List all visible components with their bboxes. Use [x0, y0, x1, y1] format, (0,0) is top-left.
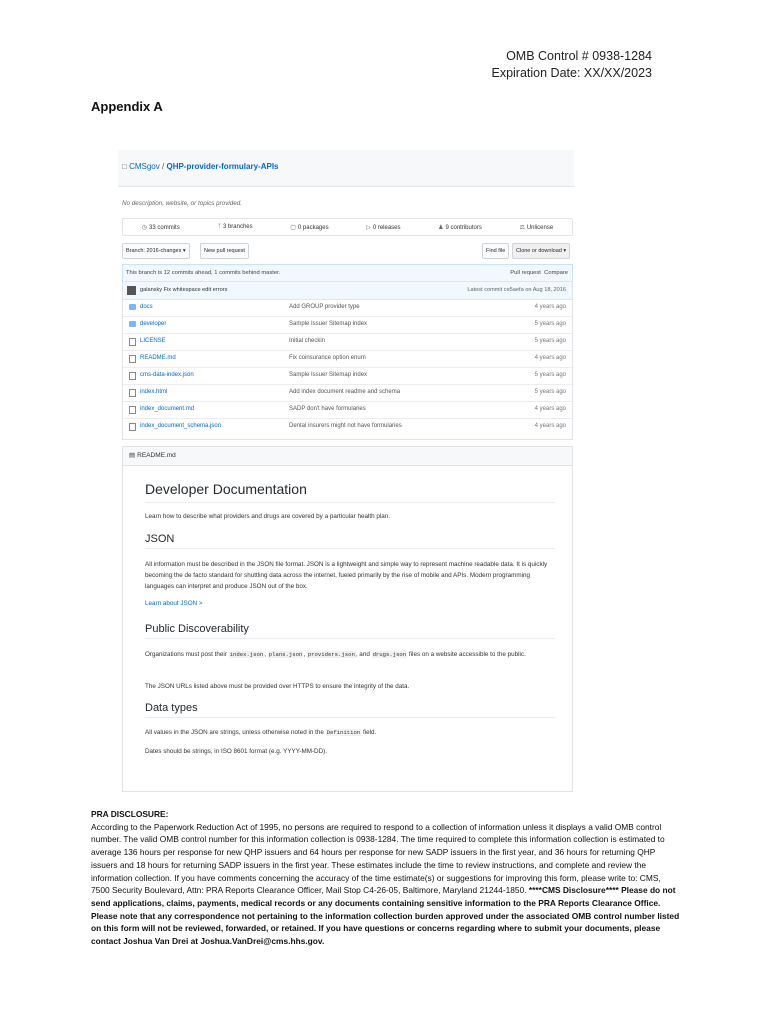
file-icon	[129, 338, 136, 346]
branches-stat[interactable]: ᛉ 3 branches	[217, 224, 253, 230]
packages-stat[interactable]: ▢ 0 packages	[290, 224, 329, 231]
discoverability-paragraph: Organizations must post their index.json, plans.json, providers.json, and drugs.json files on a website accessible to the public.	[145, 651, 526, 658]
file-row[interactable]: index_document.md SADP don't have formularies 4 years ago	[123, 401, 572, 419]
latest-commit-bar	[123, 282, 572, 300]
file-list	[122, 281, 573, 440]
latest-commit-message[interactable]: galansky Fix whitespace edit errors	[140, 287, 228, 293]
data-types-heading: Data types	[145, 702, 555, 718]
appendix-title: Appendix A	[91, 99, 163, 114]
tag-icon: ▷	[366, 224, 371, 231]
data-types-paragraph: All values in the JSON are strings, unless otherwise noted in the Definition field.	[145, 729, 377, 736]
commits-stat[interactable]: ◷ 33 commits	[141, 224, 180, 231]
pra-body: According to the Paperwork Reduction Act of 1995, no persons are required to respond to a collection of information unless it displays a valid OMB control number. The valid OMB control number for this information collection is 0938-1284. The time required to complete this information collection is estimated to average 136 hours per response for new QHP issuers and 64 hours per response for new SADP issuers in the first year, and 36 hours for returning QHP issuers and 18 hours for returning SADP issuers in the first year. These estimates include the time to review instructions, and complete and review the information collection. If you have comments concerning the accuracy of the time estimate(s) or suggestions for improving this form, please write to: CMS, 7500 Security Boulevard, Attn: PRA Reports Clearance Officer, Mail Stop C4-26-05, Baltimore, Maryland 21244-1850.	[91, 821, 665, 896]
repo-separator: /	[162, 162, 165, 171]
repo-icon: □	[122, 162, 127, 171]
omb-control-number: OMB Control # 0938-1284	[506, 49, 652, 63]
latest-commit-info: Latest commit ce5aefa on Aug 18, 2016	[467, 287, 566, 293]
https-paragraph: The JSON URLs listed above must be provided over HTTPS to ensure the integrity of the data.	[145, 683, 410, 690]
repo-title	[122, 162, 279, 171]
readme-title: Developer Documentation	[145, 481, 555, 503]
index-json-code: index.json	[229, 651, 264, 658]
file-icon	[129, 372, 136, 380]
compare-link[interactable]: Compare	[544, 270, 568, 276]
json-paragraph: All information must be described in the JSON file format. JSON is a lightweight and simple way to represent machine readable data. It is quickly becoming the de facto standard for shuttling data across the internet, fueled primarily by the rise of mobile and APIs. Modern programming languages can interpret and produce JSON out of the box.	[145, 561, 548, 590]
pra-title: PRA DISCLOSURE:	[91, 809, 169, 819]
learn-json-link[interactable]: Learn about JSON >	[145, 600, 203, 607]
file-row[interactable]: index.html Add index document readme and schema 5 years ago	[123, 384, 572, 402]
plans-json-code: plans.json	[268, 651, 303, 658]
people-icon: ♟	[438, 224, 444, 231]
discoverability-heading: Public Discoverability	[145, 623, 555, 639]
file-row[interactable]: cms-data-index.json Sample Issuer Sitemap index 5 years ago	[123, 367, 572, 385]
dates-paragraph: Dates should be strings, in ISO 8601 format (e.g. YYYY-MM-DD).	[145, 748, 327, 755]
folder-icon	[129, 304, 136, 310]
expiration-date: Expiration Date: XX/XX/2023	[491, 66, 652, 80]
book-icon: ▤	[129, 452, 136, 459]
folder-icon	[129, 321, 136, 327]
readme-panel	[122, 446, 573, 792]
branch-status-text: This branch is 12 commits ahead, 1 commits behind master.	[126, 270, 281, 276]
clone-download-button[interactable]: Clone or download ▾	[512, 243, 570, 259]
law-icon: ⚖	[519, 224, 525, 231]
repo-description: No description, website, or topics provided.	[122, 200, 243, 207]
branch-icon: ᛉ	[217, 224, 221, 230]
avatar	[127, 286, 136, 295]
file-icon	[129, 389, 136, 397]
file-row[interactable]: README.md Fix coinsurance option enum 4 years ago	[123, 350, 572, 368]
file-icon	[129, 423, 136, 431]
pra-cms-disclosure: ****CMS Disclosure**** Please do not send applications, claims, payments, medical records or any documents containing sensitive information to the PRA Reports Clearance Office. Please note that any correspondence not pertaining to the information collection burden approved under the associated OMB control number listed on this form will not be reviewed, forwarded, or retained. If you have questions or concerns regarding where to submit your documents, please contact Joshua Van Drei at Joshua.VanDrei@cms.hhs.gov.	[91, 885, 680, 947]
github-screenshot	[118, 150, 574, 790]
find-file-button[interactable]: Find file	[482, 243, 509, 259]
package-icon: ▢	[290, 224, 296, 231]
contributors-stat[interactable]: ♟ 9 contributors	[438, 224, 482, 231]
new-pull-request-button[interactable]: New pull request	[200, 243, 249, 259]
pra-disclosure	[91, 808, 681, 948]
readme-intro: Learn how to describe what providers and drugs are covered by a particular health plan.	[145, 513, 391, 520]
file-icon	[129, 406, 136, 414]
file-row[interactable]: LICENSE Initial checkin 5 years ago	[123, 333, 572, 351]
omb-header	[491, 48, 652, 82]
drugs-json-code: drugs.json	[372, 651, 407, 658]
definition-code: Definition	[326, 729, 361, 736]
file-row[interactable]: index_document_schema.json Dental insurers might not have formularies 4 years ago	[123, 418, 572, 435]
file-row[interactable]: developer Sample Issuer Sitemap index 5 years ago	[123, 316, 572, 334]
repo-header	[118, 150, 574, 187]
file-row[interactable]: docs Add GROUP provider type 4 years ago	[123, 299, 572, 317]
repo-owner-link[interactable]: CMSgov	[129, 162, 160, 171]
json-heading: JSON	[145, 533, 555, 549]
readme-header	[123, 447, 572, 466]
file-icon	[129, 355, 136, 363]
releases-stat[interactable]: ▷ 0 releases	[366, 224, 401, 231]
branch-select-button[interactable]: Branch: 2016-changes ▾	[122, 243, 190, 259]
providers-json-code: providers.json	[307, 651, 355, 658]
readme-filename: README.md	[137, 452, 176, 459]
repo-toolbar	[122, 243, 571, 259]
pull-request-link[interactable]: Pull request	[510, 270, 541, 276]
license-stat[interactable]: ⚖ Unlicense	[519, 224, 554, 231]
branch-status-bar	[122, 264, 573, 282]
history-icon: ◷	[141, 224, 148, 231]
repo-stats-bar	[122, 218, 573, 236]
repo-name-link[interactable]: QHP-provider-formulary-APIs	[166, 162, 279, 171]
